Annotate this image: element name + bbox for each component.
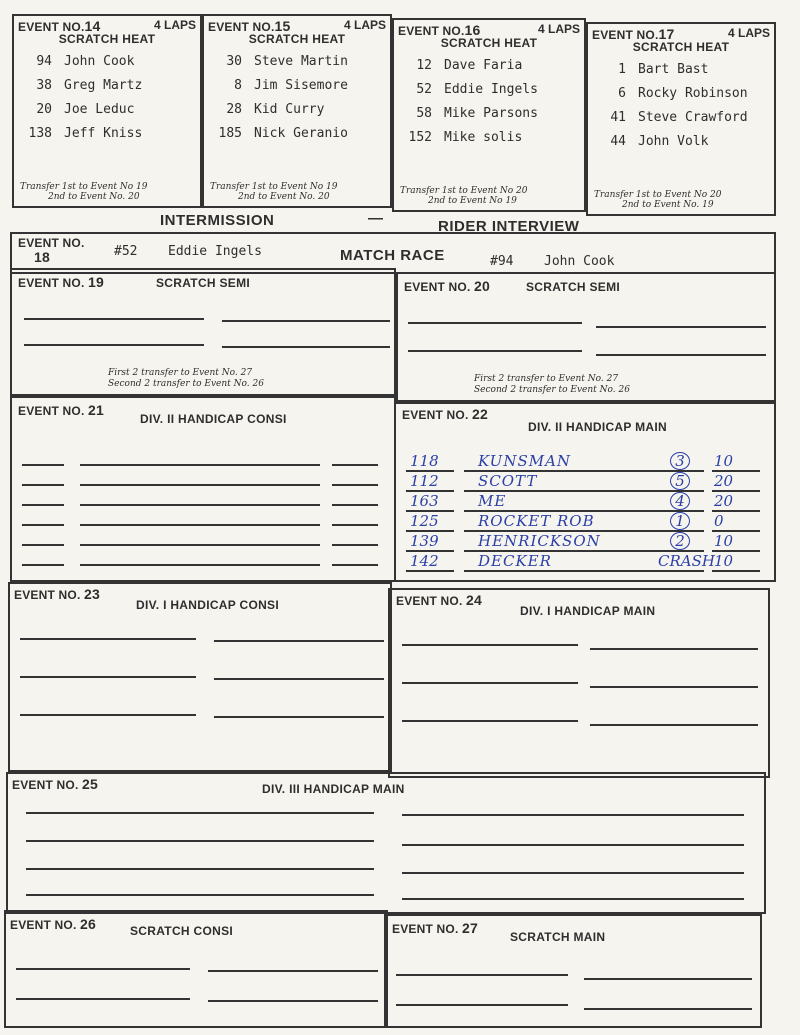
entry-number: 163 bbox=[410, 492, 439, 510]
entry-points: 0 bbox=[714, 512, 724, 530]
heat-title: SCRATCH HEAT bbox=[248, 32, 346, 46]
entry-position: 2 bbox=[670, 532, 690, 550]
event-23-label: EVENT NO. 23 bbox=[14, 586, 101, 602]
transfer-note-2: 2nd to Event No. 20 bbox=[238, 192, 330, 202]
rider-number: 8 bbox=[234, 78, 242, 93]
event-21-div2-handicap-consi bbox=[10, 396, 396, 582]
entry-number: 125 bbox=[410, 512, 439, 530]
rider-name: Eddie Ingels bbox=[444, 82, 538, 97]
heat-title: SCRATCH HEAT bbox=[58, 32, 156, 46]
event-16-scratch-heat bbox=[392, 18, 586, 212]
rider-number: 152 bbox=[408, 130, 432, 145]
event-21-label: EVENT NO. 21 bbox=[18, 402, 105, 418]
entry-name: SCOTT bbox=[478, 472, 538, 490]
event-25-div3-handicap-main bbox=[6, 772, 766, 914]
rider-number: 12 bbox=[416, 58, 432, 73]
laps-label: 4 LAPS bbox=[153, 18, 196, 32]
rider-interview-label: RIDER INTERVIEW bbox=[438, 218, 580, 235]
entry-points: 10 bbox=[714, 532, 734, 550]
rider-entry bbox=[398, 106, 538, 121]
rider-entry bbox=[18, 126, 142, 141]
rider-name: Bart Bast bbox=[638, 62, 709, 77]
rider-name: John Cook bbox=[64, 54, 135, 69]
entry-position: 3 bbox=[670, 452, 690, 470]
event-18-number: 18 bbox=[34, 249, 50, 265]
event-18-rider2-no: #94 bbox=[490, 254, 514, 269]
rider-entry bbox=[398, 130, 522, 145]
event-label: EVENT NO.14 bbox=[18, 18, 101, 34]
rider-number: 20 bbox=[36, 102, 52, 117]
event-19-title: SCRATCH SEMI bbox=[156, 276, 251, 290]
event-27-scratch-main bbox=[384, 914, 762, 1028]
event-19-scratch-semi bbox=[10, 268, 396, 396]
event-23-div1-handicap-consi bbox=[8, 582, 392, 772]
event-26-title: SCRATCH CONSI bbox=[130, 924, 234, 938]
rider-name: Mike Parsons bbox=[444, 106, 538, 121]
entry-position: 5 bbox=[670, 472, 690, 490]
entry-points: 10 bbox=[714, 452, 734, 470]
rider-name: Steve Martin bbox=[254, 54, 348, 69]
rider-name: Dave Faria bbox=[444, 58, 523, 73]
rider-entry bbox=[18, 78, 142, 93]
entry-number: 112 bbox=[410, 472, 439, 490]
rider-name: Kid Curry bbox=[254, 102, 325, 117]
event-26-scratch-consi bbox=[4, 910, 388, 1028]
rider-entry bbox=[592, 134, 708, 149]
event-26-label: EVENT NO. 26 bbox=[10, 916, 97, 932]
rider-name: Jim Sisemore bbox=[254, 78, 348, 93]
event-14-scratch-heat bbox=[12, 14, 202, 208]
entry-number: 139 bbox=[410, 532, 439, 550]
intermission-dash: — bbox=[368, 210, 384, 227]
rider-entry bbox=[208, 126, 348, 141]
rider-number: 44 bbox=[610, 134, 626, 149]
event-20-title: SCRATCH SEMI bbox=[526, 280, 621, 294]
laps-label: 4 LAPS bbox=[537, 22, 580, 36]
rider-number: 58 bbox=[416, 106, 432, 121]
rider-entry bbox=[18, 54, 134, 69]
rider-entry bbox=[18, 102, 134, 117]
event-label: EVENT NO.15 bbox=[208, 18, 291, 34]
entry-number: 118 bbox=[410, 452, 439, 470]
entry-name: KUNSMAN bbox=[478, 452, 572, 470]
event-20-transfer-2: Second 2 transfer to Event No. 26 bbox=[474, 385, 630, 395]
rider-number: 94 bbox=[36, 54, 52, 69]
rider-entry bbox=[592, 62, 708, 77]
event-18-title: MATCH RACE bbox=[340, 247, 445, 264]
event-19-transfer-1: First 2 transfer to Event No. 27 bbox=[108, 368, 253, 378]
event-label: EVENT NO.17 bbox=[592, 26, 675, 42]
entry-name: HENRICKSON bbox=[478, 532, 601, 550]
rider-name: John Volk bbox=[638, 134, 709, 149]
event-19-transfer-2: Second 2 transfer to Event No. 26 bbox=[108, 379, 264, 389]
event-20-transfer-1: First 2 transfer to Event No. 27 bbox=[474, 374, 619, 384]
rider-entry bbox=[592, 110, 748, 125]
entry-position: 1 bbox=[670, 512, 690, 530]
entry-position: 4 bbox=[670, 492, 690, 510]
laps-label: 4 LAPS bbox=[727, 26, 770, 40]
rider-number: 30 bbox=[226, 54, 242, 69]
transfer-note-1: Transfer 1st to Event No 19 bbox=[210, 182, 338, 192]
entry-name: DECKER bbox=[478, 552, 552, 570]
entry-points: 20 bbox=[714, 492, 734, 510]
heat-title: SCRATCH HEAT bbox=[632, 40, 730, 54]
entry-name: ROCKET ROB bbox=[478, 512, 595, 530]
event-27-label: EVENT NO. 27 bbox=[392, 920, 479, 936]
transfer-note-2: 2nd to Event No 19 bbox=[428, 196, 517, 206]
rider-name: Greg Martz bbox=[64, 78, 143, 93]
rider-number: 38 bbox=[36, 78, 52, 93]
intermission-label: INTERMISSION bbox=[160, 212, 275, 229]
entry-points: 20 bbox=[714, 472, 734, 490]
event-20-scratch-semi bbox=[396, 272, 776, 402]
entry-position: CRASH bbox=[658, 552, 715, 570]
transfer-note-2: 2nd to Event No. 20 bbox=[48, 192, 140, 202]
rider-number: 138 bbox=[28, 126, 52, 141]
rider-name: Steve Crawford bbox=[638, 110, 748, 125]
event-22-label: EVENT NO. 22 bbox=[402, 406, 489, 422]
event-18-rider1-name: Eddie Ingels bbox=[168, 244, 262, 259]
rider-name: Mike solis bbox=[444, 130, 523, 145]
transfer-note-2: 2nd to Event No. 19 bbox=[622, 200, 714, 210]
event-18-rider1-no: #52 bbox=[114, 244, 138, 259]
event-15-scratch-heat bbox=[202, 14, 392, 208]
rider-number: 185 bbox=[218, 126, 242, 141]
event-17-scratch-heat bbox=[586, 22, 776, 216]
event-22-div2-handicap-main bbox=[394, 402, 776, 582]
event-20-label: EVENT NO. 20 bbox=[404, 278, 491, 294]
event-23-title: DIV. I HANDICAP CONSI bbox=[136, 598, 279, 612]
rider-number: 1 bbox=[618, 62, 626, 77]
rider-number: 52 bbox=[416, 82, 432, 97]
entry-number: 142 bbox=[410, 552, 439, 570]
rider-entry bbox=[208, 54, 348, 69]
rider-entry bbox=[208, 78, 348, 93]
event-25-label: EVENT NO. 25 bbox=[12, 776, 99, 792]
rider-entry bbox=[208, 102, 324, 117]
rider-name: Jeff Kniss bbox=[64, 126, 143, 141]
transfer-note-1: Transfer 1st to Event No 19 bbox=[20, 182, 148, 192]
event-27-title: SCRATCH MAIN bbox=[510, 930, 606, 944]
event-24-title: DIV. I HANDICAP MAIN bbox=[520, 604, 656, 618]
laps-label: 4 LAPS bbox=[343, 18, 386, 32]
rider-name: Rocky Robinson bbox=[638, 86, 748, 101]
event-24-label: EVENT NO. 24 bbox=[396, 592, 483, 608]
rider-name: Joe Leduc bbox=[64, 102, 135, 117]
transfer-note-1: Transfer 1st to Event No 20 bbox=[594, 190, 722, 200]
event-18-label: EVENT NO. bbox=[18, 236, 85, 250]
rider-entry bbox=[592, 86, 748, 101]
event-label: EVENT NO.16 bbox=[398, 22, 481, 38]
event-25-title: DIV. III HANDICAP MAIN bbox=[262, 782, 405, 796]
rider-number: 41 bbox=[610, 110, 626, 125]
entry-name: ME bbox=[478, 492, 507, 510]
rider-number: 6 bbox=[618, 86, 626, 101]
transfer-note-1: Transfer 1st to Event No 20 bbox=[400, 186, 528, 196]
entry-points: 10 bbox=[714, 552, 734, 570]
event-22-title: DIV. II HANDICAP MAIN bbox=[528, 420, 667, 434]
rider-name: Nick Geranio bbox=[254, 126, 348, 141]
event-18-rider2-name: John Cook bbox=[544, 254, 615, 269]
event-21-title: DIV. II HANDICAP CONSI bbox=[140, 412, 287, 426]
event-19-label: EVENT NO. 19 bbox=[18, 274, 105, 290]
rider-entry bbox=[398, 82, 538, 97]
heat-title: SCRATCH HEAT bbox=[440, 36, 538, 50]
rider-number: 28 bbox=[226, 102, 242, 117]
event-24-div1-handicap-main bbox=[388, 588, 770, 778]
rider-entry bbox=[398, 58, 522, 73]
